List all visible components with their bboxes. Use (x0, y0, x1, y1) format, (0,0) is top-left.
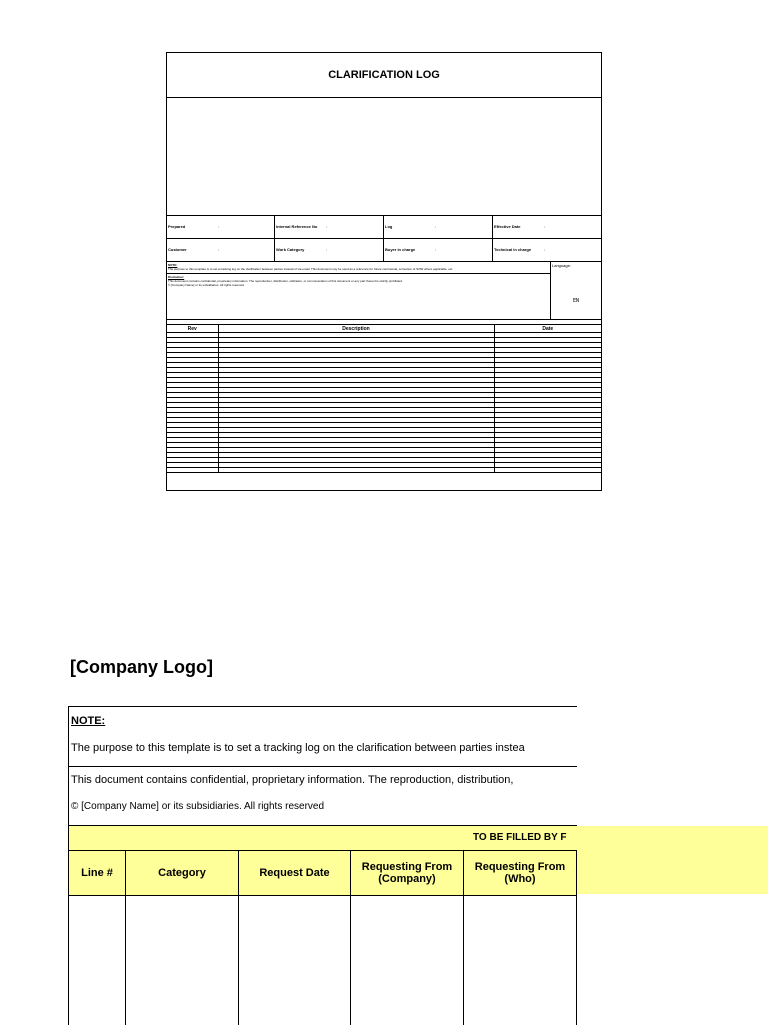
info-row-2 (167, 239, 601, 262)
notes-block (167, 262, 601, 320)
note-text: The purpose to this template is to set a tracking log on the clarification between parties instead of via email. This document may be used as a reference for future contractual, correction of SOW where applicable, etc. (168, 267, 454, 271)
fill-band (69, 825, 577, 851)
info-row-1 (167, 216, 601, 239)
col-category: Category (126, 851, 239, 896)
field-customer[interactable]: Customer : (167, 239, 275, 261)
log-table-header (69, 851, 577, 896)
cell-request-date[interactable] (239, 896, 351, 1025)
revision-row (167, 468, 601, 473)
cell-category[interactable] (126, 896, 239, 1025)
field-buyer-in-charge[interactable]: Buyer in charge : (384, 239, 493, 261)
language-value[interactable]: EN (572, 298, 580, 304)
note-heading: NOTE: (168, 263, 178, 267)
disclaimer-text: This document contains confidential, proprietary information. The reproduction, distribution, utilization, or communication of this document or any part thereof is strictly prohibited. (168, 279, 403, 283)
fill-band-label: TO BE FILLED BY F (473, 832, 567, 843)
date-cell[interactable] (494, 468, 601, 473)
sheet-confidential-text: This document contains confidential, proprietary information. The reproduction, distribution, (71, 774, 514, 786)
col-requesting-company: Requesting From (Company) (351, 851, 464, 896)
field-prepared[interactable]: Prepared : (167, 216, 275, 238)
revision-table (167, 325, 601, 473)
sheet-purpose-text: The purpose to this template is to set a tracking log on the clarification between parties instea (71, 742, 525, 754)
notes-divider (167, 273, 550, 274)
cell-requesting-company[interactable] (351, 896, 464, 1025)
cell-requesting-who[interactable] (464, 896, 577, 1025)
date-header: Date (494, 325, 601, 333)
description-header: Description (218, 325, 494, 333)
col-line-number: Line # (69, 851, 126, 896)
rev-cell[interactable] (167, 468, 218, 473)
log-table-body (69, 896, 577, 1025)
notes-left (167, 262, 551, 319)
field-effective-date[interactable]: Effective Date : (494, 224, 546, 229)
copyright-text: © [Company Name] or its subsidiaries. All rights reserved (168, 283, 244, 287)
description-cell[interactable] (218, 468, 494, 473)
cover-page (166, 52, 602, 491)
field-log[interactable]: Log : (384, 216, 493, 238)
col-requesting-who: Requesting From (Who) (464, 851, 577, 896)
sheet-divider (69, 766, 577, 767)
language-box (551, 262, 601, 319)
disclaimer-heading: Disclaimer: (168, 275, 185, 279)
rev-header: Rev (167, 325, 218, 333)
col-request-date: Request Date (239, 851, 351, 896)
log-sheet (68, 706, 577, 1025)
cell-line-number[interactable] (69, 896, 126, 1025)
revision-rows (167, 333, 601, 473)
field-technical-in-charge[interactable]: Technical in charge : (494, 247, 546, 252)
company-logo: [Company Logo] (70, 657, 213, 677)
language-label: Language: (552, 263, 571, 268)
title-blank-area (167, 98, 601, 216)
sheet-note-heading: NOTE: (71, 715, 106, 727)
field-internal-reference[interactable]: Internal Reference No : (275, 216, 384, 238)
document-title: CLARIFICATION LOG (167, 53, 601, 98)
field-work-category[interactable]: Work Category : (275, 239, 384, 261)
highlight-extension (577, 826, 768, 894)
sheet-copyright-text: © [Company Name] or its subsidiaries. All rights reserved (71, 801, 325, 812)
